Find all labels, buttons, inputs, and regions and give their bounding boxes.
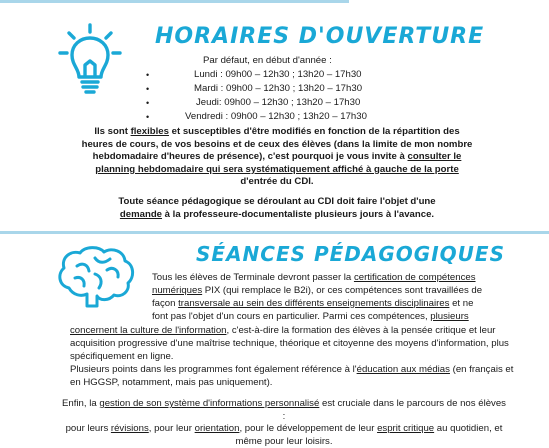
seances-line bbox=[152, 298, 473, 311]
para-line bbox=[60, 398, 508, 423]
bullet: • bbox=[146, 112, 150, 122]
para-line bbox=[70, 209, 484, 222]
text: au quotidien, et bbox=[434, 423, 503, 435]
culture-info-link: concernent la culture de l'information bbox=[70, 325, 227, 336]
horaires-title: HORAIRES D'OUVERTURE bbox=[155, 24, 485, 49]
text: Enfin, la bbox=[62, 398, 100, 409]
day-mardi: Mardi : 09h00 – 12h30 ; 13h20 – 17h30 bbox=[194, 83, 363, 94]
revisions-link: révisions bbox=[110, 423, 149, 435]
text: Ils sont bbox=[94, 126, 131, 137]
top-divider bbox=[0, 0, 349, 3]
para-line bbox=[70, 126, 484, 139]
seances-line: en HGGSP, notamment, mais pas uniquement). bbox=[70, 377, 273, 388]
text: PIX (qui remplace le B2i), or ces compétences sont travaillées de bbox=[202, 285, 483, 296]
flexibility-paragraph bbox=[70, 126, 484, 189]
enfin-paragraph bbox=[60, 398, 508, 448]
text: Plusieurs points dans les programmes font également référence à l' bbox=[70, 364, 357, 375]
education-medias-link: éducation aux médias bbox=[356, 364, 450, 375]
para-line: Toute séance pédagogique se déroulant au CDI doit faire l'objet d'une bbox=[118, 196, 436, 207]
seances-line: spécifiquement en ligne. bbox=[70, 351, 174, 362]
text: et susceptibles d'être modifiés en fonction de la répartition des bbox=[168, 126, 460, 137]
seances-line: acquisition progressive d'une maîtrise technique, théorique et citoyenne des moyens d'information, plus bbox=[70, 338, 509, 349]
brain-icon bbox=[55, 244, 137, 310]
seances-line bbox=[152, 272, 476, 285]
bullet: • bbox=[146, 70, 150, 80]
horaires-intro: Par défaut, en début d'année : bbox=[203, 55, 332, 66]
esprit-critique-link: esprit critique bbox=[377, 423, 435, 435]
text: pour leurs bbox=[65, 423, 111, 435]
demande-paragraph bbox=[70, 196, 484, 221]
para-line: heures de cours, de vos besoins et de ceux des élèves (dans la limite de mon nombre bbox=[81, 138, 473, 150]
para-line bbox=[70, 151, 484, 164]
bullet: • bbox=[146, 98, 150, 108]
day-jeudi: Jeudi: 09h00 – 12h30 ; 13h20 – 17h30 bbox=[196, 97, 361, 108]
para-line bbox=[60, 423, 508, 436]
para-line: planning hebdomadaire qui sera systématiquement affiché à gauche de la porte bbox=[95, 163, 459, 175]
plusieurs-link: plusieurs bbox=[430, 311, 469, 322]
text: est cruciale dans le parcours de nos élèves : bbox=[282, 398, 506, 422]
text: Tous les élèves de Terminale devront passer la bbox=[152, 272, 354, 283]
numeriques-link: numériques bbox=[152, 285, 203, 296]
para-line: d'entrée du CDI. bbox=[240, 176, 314, 188]
consulter-link: consulter le bbox=[407, 151, 462, 163]
seances-line bbox=[152, 285, 482, 298]
demande-text: demande bbox=[119, 208, 163, 220]
seances-line bbox=[70, 325, 495, 338]
text: , pour le développement de leur bbox=[239, 423, 378, 435]
day-lundi: Lundi : 09h00 – 12h30 ; 13h20 – 17h30 bbox=[194, 69, 362, 80]
middle-divider bbox=[0, 231, 549, 234]
transversale-link: transversale au sein des différents enseignements disciplinaires bbox=[178, 298, 450, 309]
text: et ne bbox=[449, 298, 474, 309]
gestion-link: gestion de son système d'informations personnalisé bbox=[99, 398, 320, 409]
seances-line bbox=[70, 364, 513, 377]
seances-title: SÉANCES PÉDAGOGIQUES bbox=[196, 242, 505, 266]
flexibles-link: flexibles bbox=[130, 126, 169, 137]
text: hebdomadaire d'heures de présence), c'est pourquoi je vous invite à bbox=[92, 151, 408, 163]
text: (en français et bbox=[449, 364, 514, 375]
bullet: • bbox=[146, 84, 150, 94]
lightbulb-icon bbox=[55, 21, 125, 97]
day-vendredi: Vendredi : 09h00 – 12h30 ; 13h20 – 17h30 bbox=[185, 111, 367, 122]
certification-link: certification de compétences bbox=[353, 272, 476, 283]
para-line: même pour leur loisirs. bbox=[235, 435, 333, 447]
text: à la professeure-documentaliste plusieurs jours à l'avance. bbox=[162, 208, 435, 220]
orientation-link: orientation bbox=[194, 423, 240, 435]
seances-line bbox=[152, 311, 469, 324]
text: , pour leur bbox=[148, 423, 195, 435]
text: , c'est-à-dire la formation des élèves à la pensée critique et leur bbox=[226, 325, 496, 336]
text: façon bbox=[152, 298, 179, 309]
text: font pas l'objet d'un cours en particulier. Parmi ces compétences, bbox=[152, 311, 431, 322]
